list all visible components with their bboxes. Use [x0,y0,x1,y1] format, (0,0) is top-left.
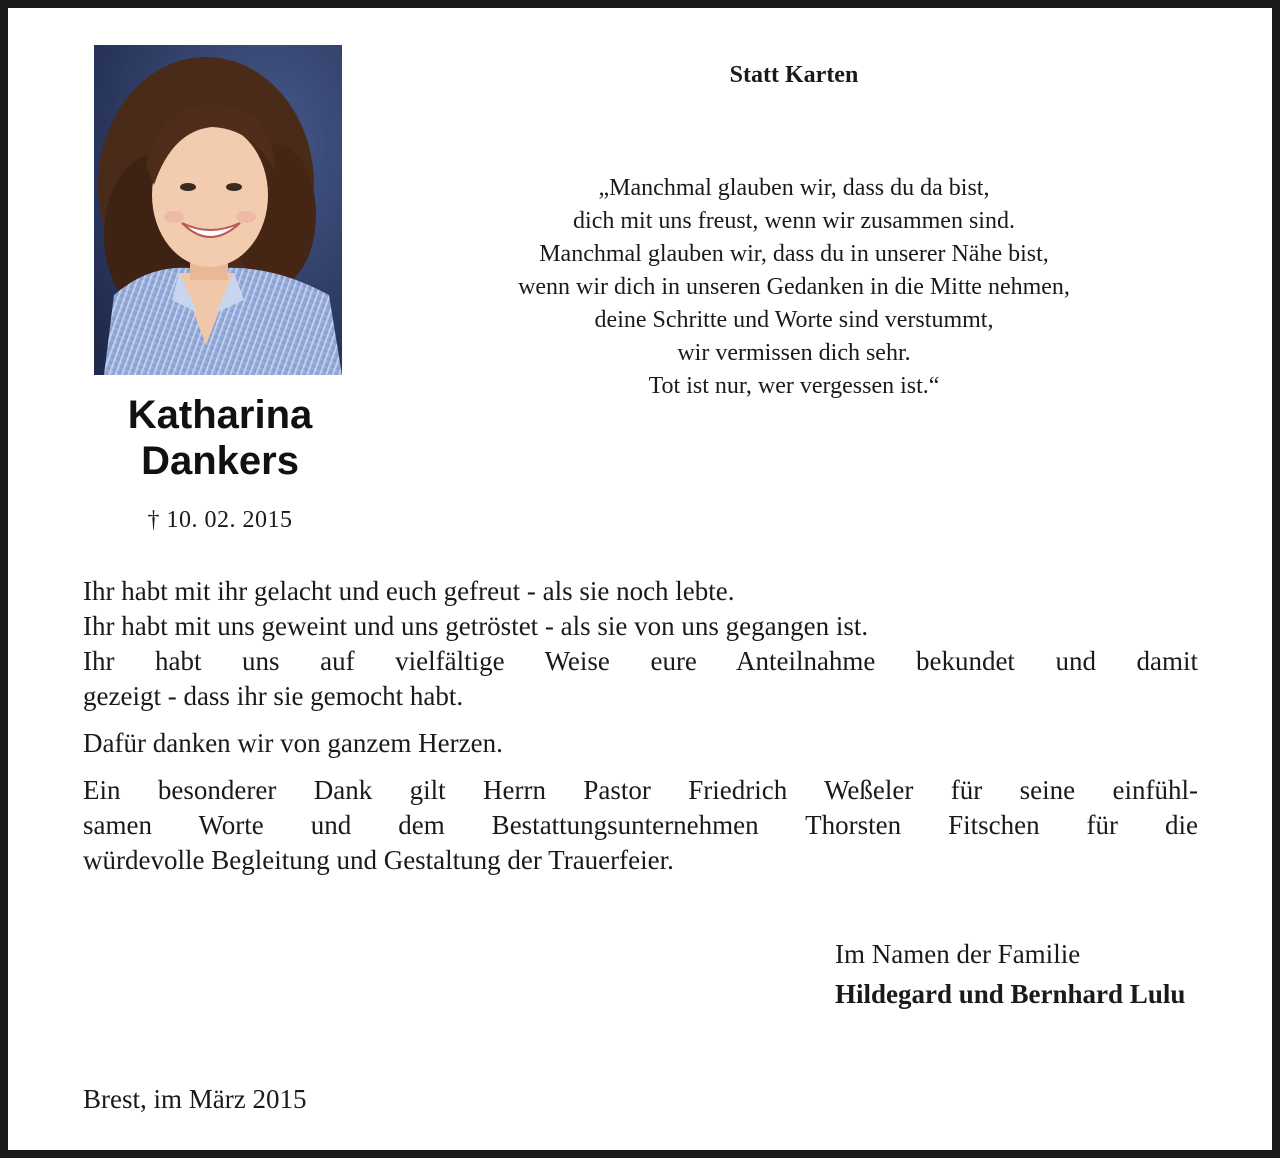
poem-line: Tot ist nur, wer vergessen ist.“ [648,373,940,399]
signature-block [835,936,1205,1013]
special-thanks-line: Ein besonderer Dank gilt Herrn Pastor Friedrich Weßeler für seine einfühl- [83,775,1198,805]
poem-line: wir vermissen dich sehr. [677,340,911,366]
signature-names: Hildegard und Bernhard Lulu [835,979,1186,1009]
signature-intro: Im Namen der Familie [835,939,1081,969]
gratitude-paragraph [83,726,1198,761]
special-thanks-line: würdevolle Begleitung und Gestaltung der Trauerfeier. [83,845,674,875]
last-name: Dankers [141,439,299,483]
poem-line: wenn wir dich in unseren Gedanken in die Mitte nehmen, [518,274,1070,300]
poem-line: Manchmal glauben wir, dass du in unserer Nähe bist, [539,241,1049,267]
poem-line: „Manchmal glauben wir, dass du da bist, [598,175,990,201]
poem-line: deine Schritte und Worte sind verstummt, [594,307,994,333]
portrait-photo [94,45,342,375]
thanks-paragraph [83,574,1198,714]
deceased-name [78,392,362,484]
place-and-date: Brest, im März 2015 [83,1084,307,1114]
thanks-line: Ihr habt mit uns geweint und uns getröstet - als sie von uns gegangen ist. [83,611,869,641]
notice-heading: Statt Karten [729,62,859,88]
special-thanks-line: samen Worte und dem Bestattungsunternehmen Thorsten Fitschen für die [83,810,1198,840]
thanks-text [83,574,1198,890]
death-date: † 10. 02. 2015 [147,507,293,533]
poem [388,172,1200,403]
special-thanks-paragraph [83,773,1198,878]
portrait-illustration [94,45,342,375]
thanks-line: Ihr habt uns auf vielfältige Weise eure Anteilnahme bekundet und damit [83,646,1198,676]
thanks-line: gezeigt - dass ihr sie gemocht habt. [83,681,464,711]
thanks-line: Ihr habt mit ihr gelacht und euch gefreut - als sie noch lebte. [83,576,735,606]
poem-line: dich mit uns freust, wenn wir zusammen sind. [573,208,1015,234]
first-name: Katharina [127,393,313,437]
gratitude-line: Dafür danken wir von ganzem Herzen. [83,728,503,758]
